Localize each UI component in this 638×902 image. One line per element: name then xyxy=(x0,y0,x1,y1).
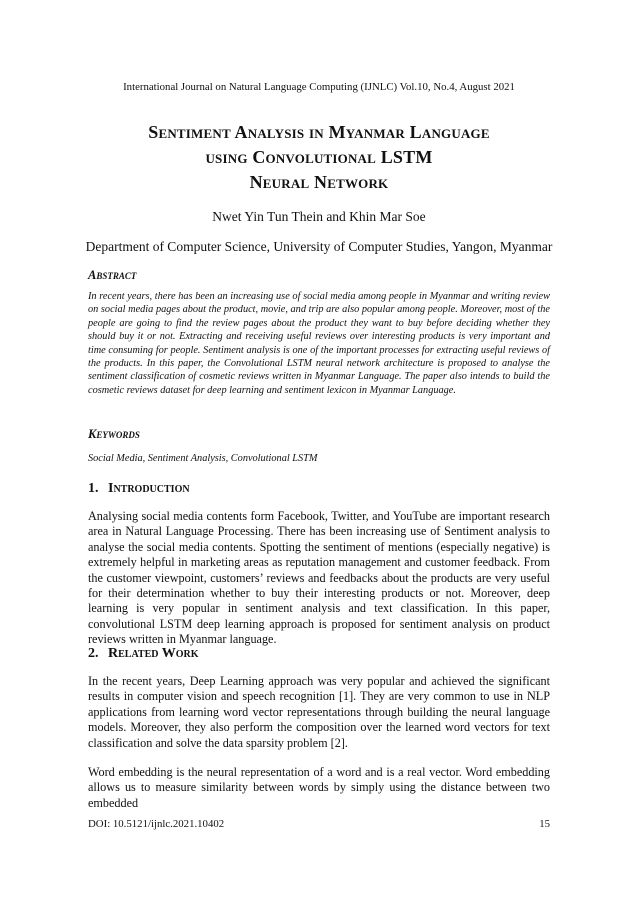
section-title: Related Work xyxy=(108,646,199,661)
footer-doi: DOI: 10.5121/ijnlc.2021.10402 xyxy=(88,818,225,830)
title-line-3: Neural Network xyxy=(249,172,389,192)
related-work-paragraph-2: Word embedding is the neural representation of a word and is a real vector. Word embedding allows us to measure similarity between words by simply using the distance between two embedded xyxy=(88,765,550,810)
introduction-paragraph: Analysing social media contents form Facebook, Twitter, and YouTube are important research area in Natural Language Processing. There has been increasing use of Sentiment analysis to analyse the social media contents. Spotting the sentiment of mentions (especially negative) is extremely helpful in marketing areas as reputation management and customer feedback. From the customer viewpoint, customers’ reviews and feedbacks about the products are very useful for their determination whether to buy their interesting products or not. Moreover, deep learning is very popular in sentiment analysis and text classification. In this paper, convolutional LSTM deep learning approach is proposed for sentiment analysis on product reviews written in Myanmar language. xyxy=(88,509,550,647)
keywords-heading: Keywords xyxy=(88,427,140,441)
section-number: 1. xyxy=(88,481,99,496)
abstract-text: In recent years, there has been an increasing use of social media among people in Myanmar and writing review on social media pages about the product, movie, and trip are also popular among people. Moreover, most of the people are going to find the review pages about the product they want to buy before deciding whether they should buy it or not. Extracting and receiving useful reviews over interesting products is very important and time consuming for people. Sentiment analysis is one of the important processes for extracting useful reviews of the products. In this paper, the Convolutional LSTM neural network architecture is proposed to analyse the sentiment classification of cosmetic reviews written in Myanmar Language. The paper also intends to build the cosmetic reviews dataset for deep learning and sentiment lexicon in Myanmar Language. xyxy=(88,291,550,396)
title-line-2: using Convolutional LSTM xyxy=(205,147,433,167)
authors: Nwet Yin Tun Thein and Khin Mar Soe xyxy=(212,209,426,224)
affiliation: Department of Computer Science, University of Computer Studies, Yangon, Myanmar xyxy=(85,239,553,254)
keywords-text: Social Media, Sentiment Analysis, Convolutional LSTM xyxy=(88,453,318,464)
paper-title xyxy=(60,120,578,195)
section-heading-introduction xyxy=(88,480,190,498)
section-heading-related-work xyxy=(88,645,199,663)
section-title: Introduction xyxy=(108,481,190,496)
page-number: 15 xyxy=(539,818,550,830)
abstract-heading: Abstract xyxy=(88,268,137,282)
section-number: 2. xyxy=(88,646,99,661)
title-line-1: Sentiment Analysis in Myanmar Language xyxy=(148,122,490,142)
related-work-paragraph-1: In the recent years, Deep Learning approach was very popular and achieved the significant results in computer vision and speech recognition [1]. They are very common to use in NLP applications from learning word vector representations through building the neural language models. Moreover, they also perform the composition over the learned word vectors for text classification and solve the data sparsity problem [2]. xyxy=(88,674,550,750)
running-header: International Journal on Natural Language Computing (IJNLC) Vol.10, No.4, August 2021 xyxy=(123,81,515,93)
